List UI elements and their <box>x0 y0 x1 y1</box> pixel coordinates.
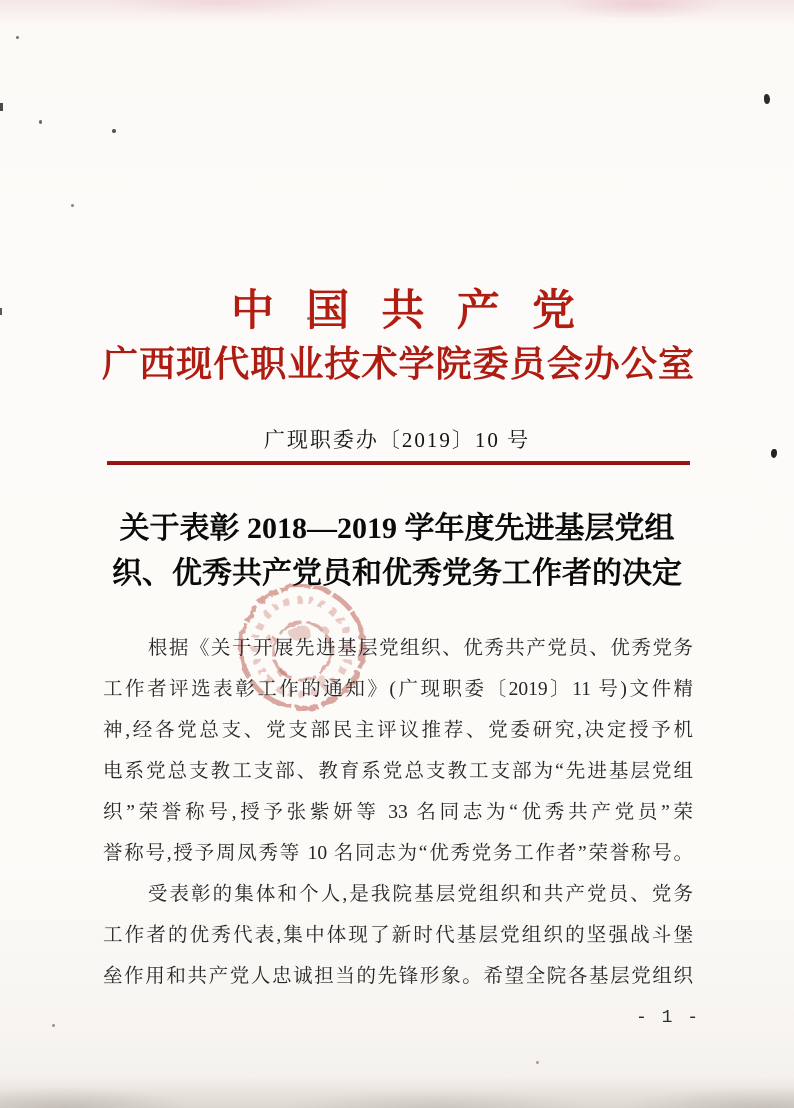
red-separator-line <box>107 461 690 465</box>
scan-speck <box>52 1024 55 1027</box>
title-line-2: 织、优秀共产党员和优秀党务工作者的决定 <box>112 557 682 590</box>
body-line: 受表彰的集体和个人,是我院基层党组织和共产党员、党务 <box>147 884 693 905</box>
scan-speck <box>112 129 116 133</box>
scan-shade-bottom <box>0 1068 794 1108</box>
title-line-1: 关于表彰 2018—2019 学年度先进基层党组 <box>119 512 675 545</box>
scan-speck <box>39 120 42 124</box>
document-title <box>50 506 744 596</box>
body-line: 工作者评选表彰工作的通知》(广现职委〔2019〕11 号)文件精 <box>103 679 693 700</box>
scan-speck <box>0 103 3 111</box>
page-number: - 1 - <box>636 1008 701 1028</box>
scan-speck <box>16 36 19 39</box>
body-line: 垒作用和共产党人忠诚担当的先锋形象。希望全院各基层党组织 <box>103 966 693 987</box>
doc-number: 广现职委办〔2019〕10 号 <box>263 428 531 452</box>
body-line: 工作者的优秀代表,集中体现了新时代基层党组织的坚强战斗堡 <box>103 925 693 946</box>
header-party-name: 中国共产党 <box>231 288 575 335</box>
header-office-name: 广西现代职业技术学院委员会办公室 <box>102 344 694 384</box>
scan-speck <box>536 1061 539 1064</box>
body-line: 电系党总支教工支部、教育系党总支教工支部为“先进基层党组 <box>103 761 693 782</box>
body-line: 根据《关于开展先进基层党组织、优秀共产党员、优秀党务 <box>147 638 693 659</box>
scan-tint-top <box>0 0 794 30</box>
scan-speck <box>764 94 770 104</box>
scan-speck <box>0 308 2 315</box>
body-line: 誉称号,授予周凤秀等 10 名同志为“优秀党务工作者”荣誉称号。 <box>103 843 693 864</box>
scan-speck <box>71 204 74 207</box>
document-body <box>103 628 693 997</box>
body-line: 神,经各党总支、党支部民主评议推荐、党委研究,决定授予机 <box>103 720 693 741</box>
body-line: 织”荣誉称号,授予张紫妍等 33 名同志为“优秀共产党员”荣 <box>103 802 693 823</box>
